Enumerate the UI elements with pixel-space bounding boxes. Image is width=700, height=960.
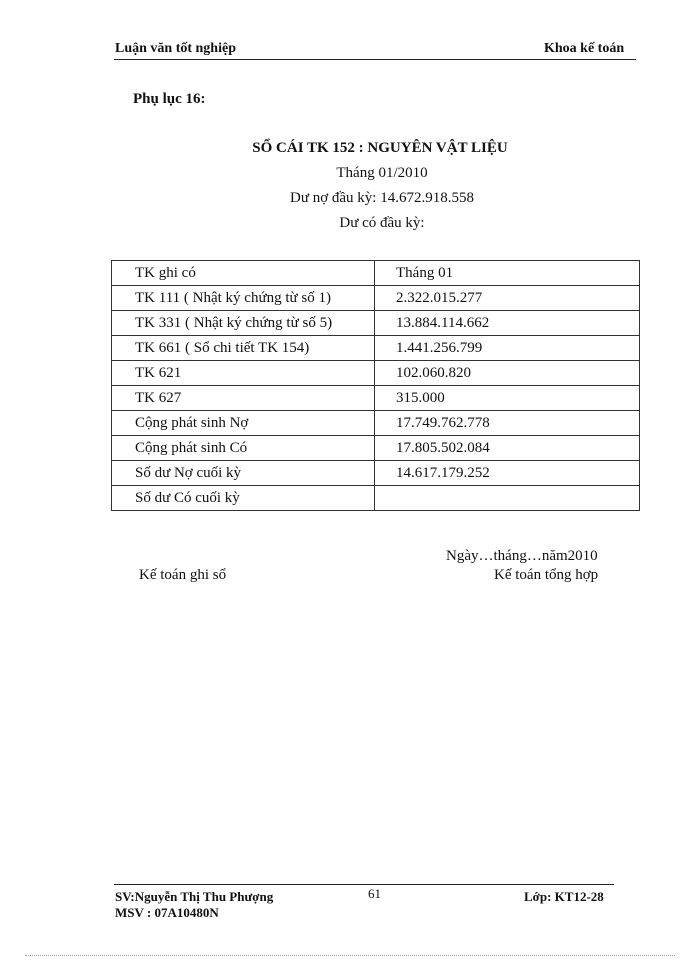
table-row xyxy=(112,461,640,486)
row-amount: 17.805.502.084 xyxy=(375,436,640,461)
row-account: TK 111 ( Nhật ký chứng từ số 1) xyxy=(112,286,375,311)
footer-class: Lớp: KT12-28 xyxy=(524,889,604,904)
row-amount: 315.000 xyxy=(375,386,640,411)
footer-student-name: SV:Nguyễn Thị Thu Phượng xyxy=(115,889,274,904)
footer-rule xyxy=(114,884,614,885)
ledger-title: SỔ CÁI TK 152 : NGUYÊN VẬT LIỆU xyxy=(252,140,508,156)
signature-date: Ngày…tháng…năm2010 xyxy=(446,548,598,564)
row-amount: 2.322.015.277 xyxy=(375,286,640,311)
table-row xyxy=(112,436,640,461)
row-account: TK 661 ( Sổ chi tiết TK 154) xyxy=(112,336,375,361)
header-thesis-title: Luận văn tốt nghiệp xyxy=(115,41,236,56)
row-amount: 102.060.820 xyxy=(375,361,640,386)
table-row xyxy=(112,336,640,361)
page-bottom-dotted-border xyxy=(25,955,675,956)
row-account: TK 621 xyxy=(112,361,375,386)
row-amount xyxy=(375,486,640,511)
opening-debit-balance: Dư nợ đầu kỳ: 14.672.918.558 xyxy=(290,190,474,206)
appendix-label: Phụ lục 16: xyxy=(133,91,206,107)
signature-bookkeeper: Kế toán ghi sổ xyxy=(139,567,227,583)
row-amount: 1.441.256.799 xyxy=(375,336,640,361)
row-amount: 17.749.762.778 xyxy=(375,411,640,436)
table-header-row xyxy=(112,261,640,286)
row-account: Cộng phát sinh Nợ xyxy=(112,411,375,436)
row-amount: 13.884.114.662 xyxy=(375,311,640,336)
row-account: TK 627 xyxy=(112,386,375,411)
column-header-month: Tháng 01 xyxy=(375,261,640,286)
header-department: Khoa kế toán xyxy=(544,41,625,56)
header-rule xyxy=(114,59,636,60)
column-header-account: TK ghi có xyxy=(112,261,375,286)
table-row xyxy=(112,486,640,511)
row-amount: 14.617.179.252 xyxy=(375,461,640,486)
signature-chief-accountant: Kế toán tổng hợp xyxy=(494,567,599,583)
table-row xyxy=(112,411,640,436)
footer-page-number: 61 xyxy=(368,886,381,901)
table-row xyxy=(112,286,640,311)
row-account: Số dư Nợ cuối kỳ xyxy=(112,461,375,486)
table-row xyxy=(112,361,640,386)
row-account: Cộng phát sinh Có xyxy=(112,436,375,461)
ledger-table xyxy=(111,260,640,511)
footer-student-id: MSV : 07A10480N xyxy=(115,905,219,920)
ledger-month: Tháng 01/2010 xyxy=(336,165,428,181)
row-account: TK 331 ( Nhật ký chứng từ số 5) xyxy=(112,311,375,336)
opening-credit-balance: Dư có đầu kỳ: xyxy=(339,215,425,231)
table-row xyxy=(112,386,640,411)
row-account: Số dư Có cuối kỳ xyxy=(112,486,375,511)
table-row xyxy=(112,311,640,336)
